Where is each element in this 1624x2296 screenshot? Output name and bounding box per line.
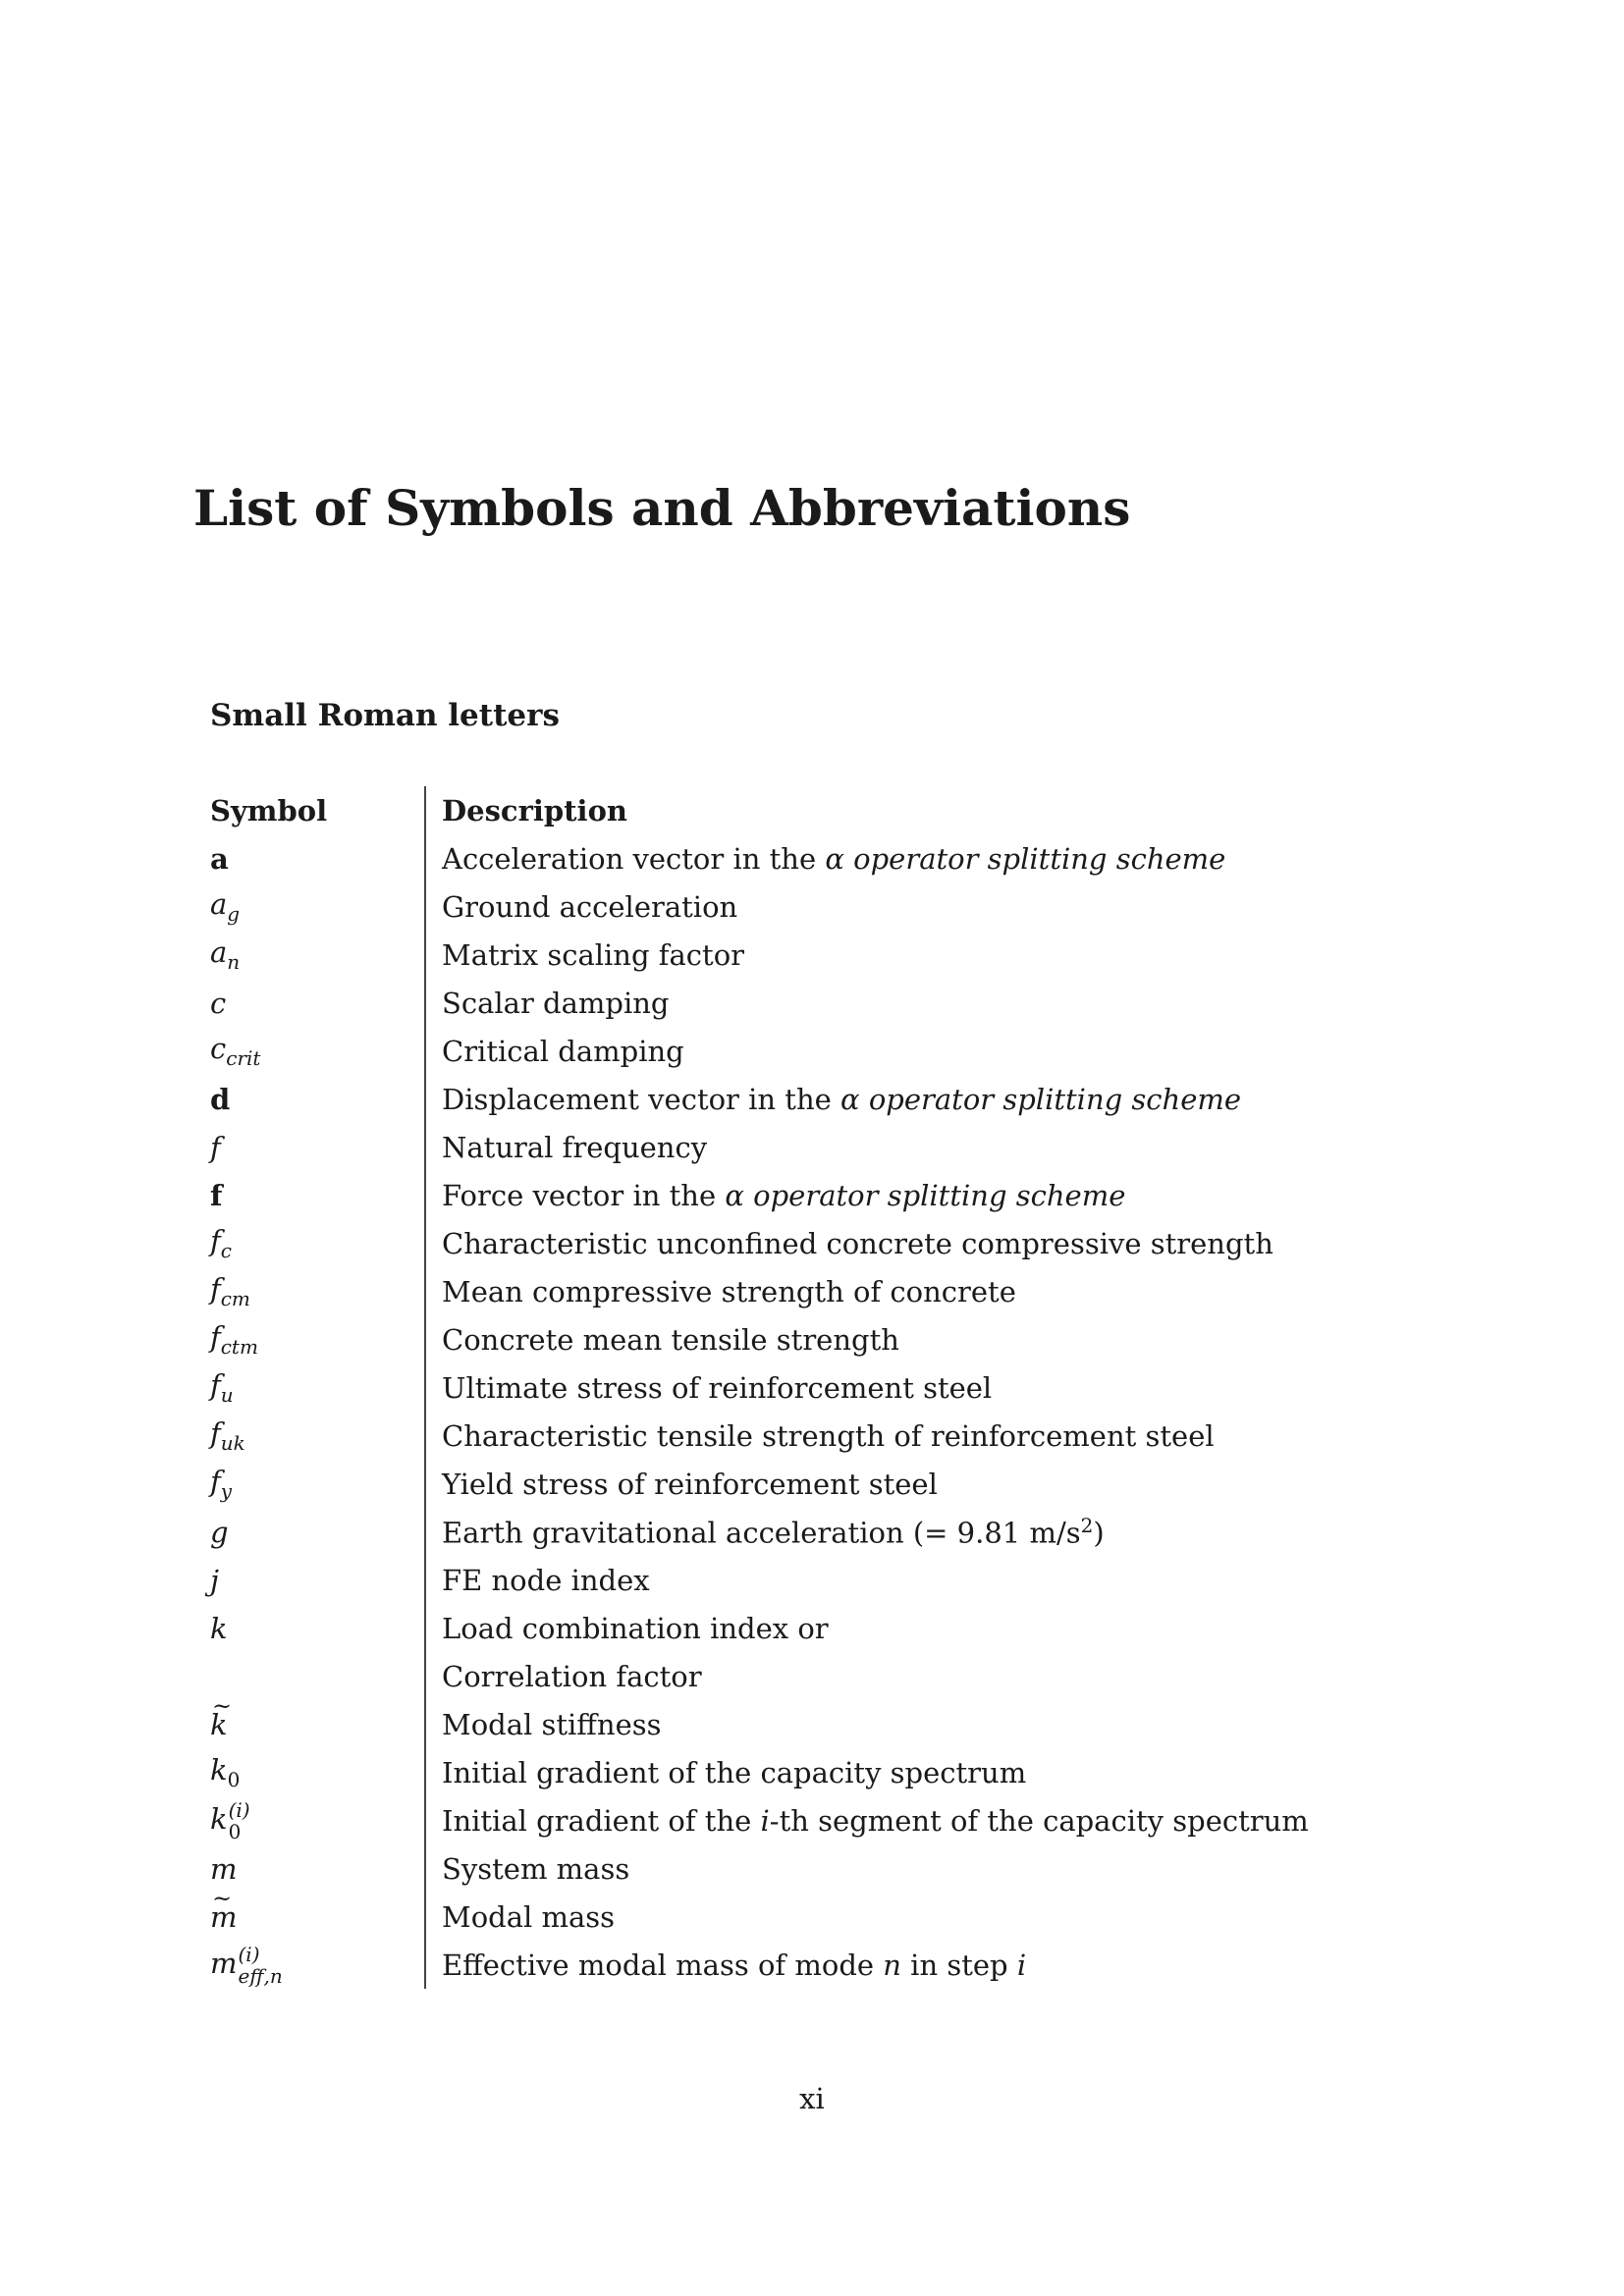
symbol-cell (210, 1893, 425, 1941)
table-row (210, 1604, 1309, 1652)
description-cell: Critical damping (425, 1027, 1309, 1075)
symbol-cell (210, 882, 425, 931)
description-cell: Ground acceleration (425, 882, 1309, 931)
variable: i (1016, 1948, 1027, 1982)
variable: i (760, 1803, 770, 1838)
description-suffix: -th segment of the capacity spectrum (769, 1803, 1309, 1838)
table-row (210, 1844, 1309, 1893)
description-cell: Characteristic tensile strength of reinforcement steel (425, 1412, 1309, 1460)
description-cell: FE node index (425, 1556, 1309, 1604)
symbol: ~ k (210, 1708, 228, 1741)
symbol: m (i) eff,n (210, 1942, 283, 1988)
description-cell: Concrete mean tensile strength (425, 1315, 1309, 1363)
table-row (210, 1267, 1309, 1315)
description-cell: Ultimate stress of reinforcement steel (425, 1363, 1309, 1412)
table-row (210, 979, 1309, 1027)
page-number: xi (799, 2082, 825, 2115)
description-cell: System mass (425, 1844, 1309, 1893)
symbol: j (210, 1563, 219, 1597)
symbols-table (210, 786, 1309, 1989)
table-row (210, 1748, 1309, 1796)
symbol-cell (210, 1941, 425, 1989)
table-row (210, 1412, 1309, 1460)
description-cell (425, 1508, 1309, 1556)
symbol: $f_y$ (210, 1465, 233, 1503)
description: Earth gravitational acceleration (= 9.81 m/s (442, 1516, 1081, 1550)
symbol-cell (210, 1363, 425, 1412)
symbol: f (210, 1130, 221, 1164)
description-emphasis: operator splitting scheme (868, 1082, 1242, 1116)
table-row (210, 1075, 1309, 1123)
column-header-description: Description (425, 786, 1309, 834)
symbol-cell (210, 1412, 425, 1460)
symbol: $f_c$ (210, 1224, 232, 1262)
symbol-cell (210, 1267, 425, 1315)
symbol-cell (210, 1556, 425, 1604)
table-header-row (210, 786, 1309, 834)
symbol-cell (210, 834, 425, 882)
table-row (210, 1508, 1309, 1556)
description-cell: Characteristic unconfined concrete compressive strength (425, 1219, 1309, 1267)
description-mid: in step (910, 1948, 1008, 1982)
description-cell: Yield stress of reinforcement steel (425, 1460, 1309, 1508)
description: Effective modal mass of mode (442, 1948, 875, 1982)
description: Displacement vector in the (442, 1082, 832, 1116)
table-row (210, 1315, 1309, 1363)
table-row (210, 1027, 1309, 1075)
symbol-cell (210, 979, 425, 1027)
table-row (210, 1556, 1309, 1604)
description-suffix: ) (1093, 1516, 1105, 1550)
description-cell (425, 1075, 1309, 1123)
symbol: ~ m (210, 1900, 238, 1934)
symbol: c (210, 986, 227, 1020)
table-row (210, 1652, 1309, 1700)
symbol: k (i) 0 (210, 1797, 250, 1843)
symbol: g (210, 1515, 229, 1549)
symbol: $a_g$ (210, 887, 241, 926)
page-title: List of Symbols and Abbreviations (193, 479, 1131, 537)
table-row (210, 1171, 1309, 1219)
symbol: $a_n$ (210, 935, 241, 974)
variable: n (883, 1948, 901, 1982)
table-row (210, 1460, 1309, 1508)
description: Initial gradient of the (442, 1803, 752, 1838)
symbol-cell (210, 1460, 425, 1508)
symbol-cell (210, 1700, 425, 1748)
description-emphasis: operator splitting scheme (853, 841, 1226, 876)
symbol-cell (210, 1796, 425, 1844)
symbol-cell (210, 1123, 425, 1171)
symbol-cell (210, 1075, 425, 1123)
description: Force vector in the (442, 1178, 717, 1212)
symbol-cell (210, 1508, 425, 1556)
description-cell (425, 1796, 1309, 1844)
table-row (210, 1796, 1309, 1844)
description-cell (425, 1171, 1309, 1219)
symbol: $f_{uk}$ (210, 1416, 245, 1455)
description-cell (425, 1941, 1309, 1989)
alpha-symbol: α (840, 1082, 860, 1116)
alpha-symbol: α (825, 841, 844, 876)
description-cell (425, 834, 1309, 882)
symbol: d (210, 1082, 231, 1116)
table-row (210, 1219, 1309, 1267)
symbol-cell (210, 1652, 425, 1700)
symbol-cell (210, 1748, 425, 1796)
symbol: a (210, 841, 229, 876)
column-header-symbol: Symbol (210, 793, 328, 828)
superscript: 2 (1080, 1514, 1094, 1538)
symbol: $k_0$ (210, 1753, 241, 1791)
symbol-cell (210, 1171, 425, 1219)
symbol: $c_{crit}$ (210, 1032, 261, 1070)
description-cell: Load combination index or (425, 1604, 1309, 1652)
table-row (210, 1893, 1309, 1941)
description-cell: Modal stiffness (425, 1700, 1309, 1748)
symbol: f (210, 1178, 223, 1212)
description-emphasis: operator splitting scheme (753, 1178, 1126, 1212)
symbol: $f_u$ (210, 1368, 234, 1407)
description-cell: Natural frequency (425, 1123, 1309, 1171)
symbol: $f_{ctm}$ (210, 1320, 258, 1359)
symbol-cell (210, 1219, 425, 1267)
symbol-cell (210, 1315, 425, 1363)
description: Acceleration vector in the (442, 841, 817, 876)
table-row (210, 882, 1309, 931)
table-row (210, 1700, 1309, 1748)
table-row (210, 1941, 1309, 1989)
description-cell: Mean compressive strength of concrete (425, 1267, 1309, 1315)
table-row (210, 1363, 1309, 1412)
table-row (210, 834, 1309, 882)
symbol-cell (210, 1844, 425, 1893)
section-heading: Small Roman letters (210, 698, 560, 733)
description-cell: Modal mass (425, 1893, 1309, 1941)
symbol: $f_{cm}$ (210, 1272, 250, 1310)
description-cell: Scalar damping (425, 979, 1309, 1027)
symbol: k (210, 1611, 228, 1645)
symbol-cell (210, 1027, 425, 1075)
symbol: m (210, 1851, 238, 1886)
table-row (210, 931, 1309, 979)
table-row (210, 1123, 1309, 1171)
description-cell: Initial gradient of the capacity spectrum (425, 1748, 1309, 1796)
description-cell: Matrix scaling factor (425, 931, 1309, 979)
symbol-cell (210, 931, 425, 979)
description-cell: Correlation factor (425, 1652, 1309, 1700)
alpha-symbol: α (725, 1178, 744, 1212)
symbol-cell (210, 1604, 425, 1652)
